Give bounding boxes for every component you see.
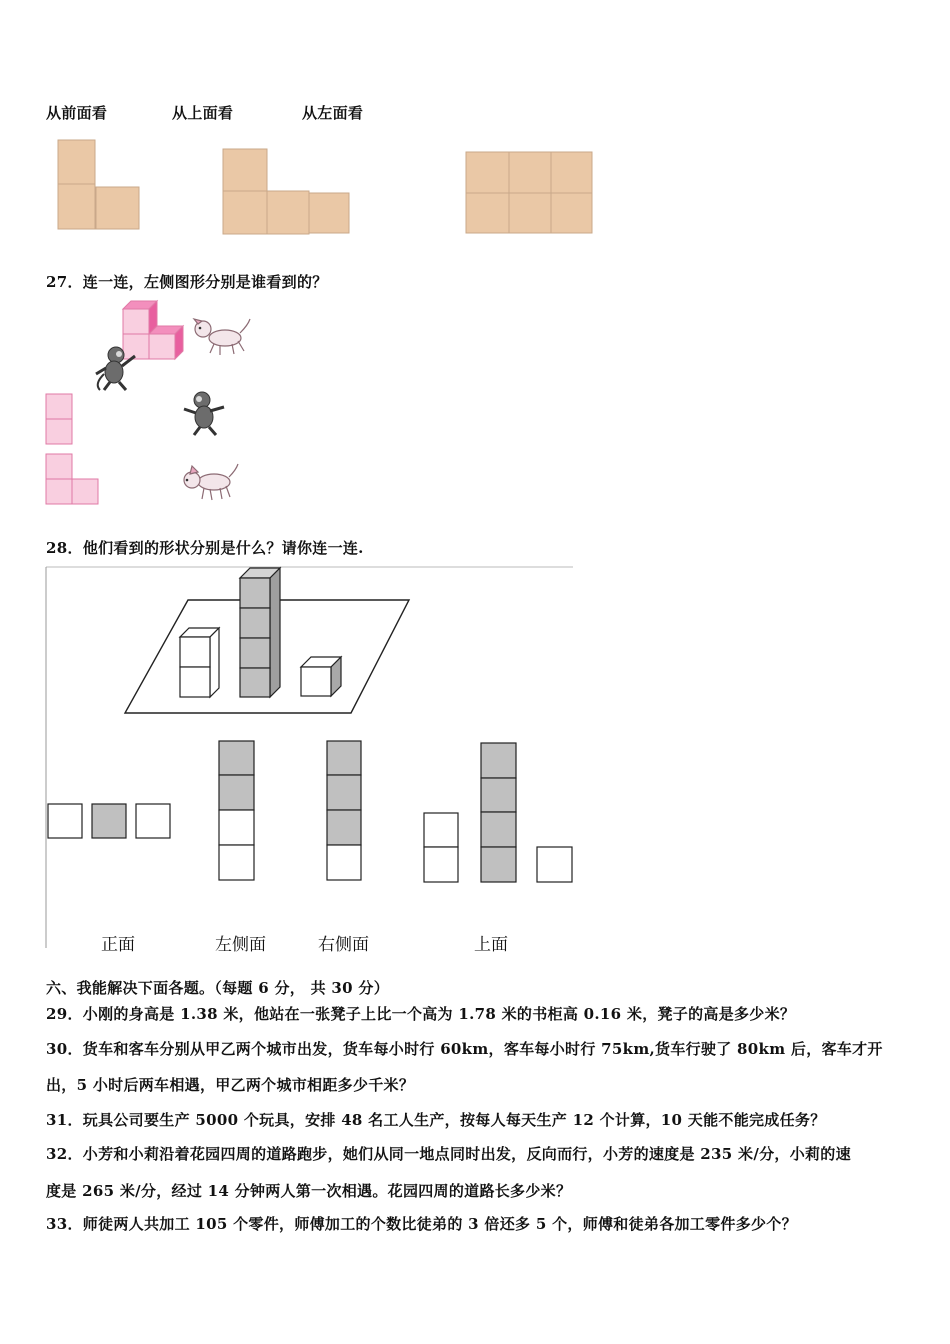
question-27: 27．连一连，左侧图形分别是谁看到的？ [46,273,328,291]
top-view-figure [222,147,357,237]
label-front-view: 从前面看 [46,104,108,122]
monkey-icon [92,344,138,392]
dog-icon-option [180,462,242,504]
q28-block-figure [45,566,575,951]
monkey-icon-option [182,389,228,437]
label-front: 正面 [101,935,135,955]
section-6-title: 六、我能解决下面各题。（每题 6 分， 共 30 分） [46,979,390,997]
label-left-side: 左侧面 [215,935,266,955]
label-left-view: 从左面看 [302,104,364,122]
question-33: 33．师徒两人共加工 105 个零件，师傅加工的个数比徒弟的 3 倍还多 5 个，师傅和徒弟各加工零件多少个？ [46,1215,797,1233]
question-30-line-2: 出，5 小时后两车相遇，甲乙两个城市相距多少千米？ [46,1076,415,1094]
pink-shape-option-2 [45,453,101,507]
question-29: 29．小刚的身高是 1.38 米，他站在一张凳子上比一个高为 1.78 米的书柜高 0.16 米，凳子的高是多少米？ [46,1005,796,1023]
label-top-view: 从上面看 [172,104,234,122]
label-right-side: 右侧面 [318,935,369,955]
question-28: 28．他们看到的形状分别是什么？请你连一连. [46,539,364,557]
left-view-figure [465,150,597,236]
question-32-line-1: 32．小芳和小莉沿着花园四周的道路跑步，她们从同一地点同时出发，反向而行，小芳的速度是 235 米/分，小莉的速 [46,1145,851,1163]
label-top: 上面 [474,935,508,955]
dog-icon [190,315,252,357]
question-32-line-2: 度是 265 米/分，经过 14 分钟两人第一次相遇。花园四周的道路长多少米？ [46,1182,572,1200]
front-view-figure [56,139,146,234]
question-30-line-1: 30．货车和客车分别从甲乙两个城市出发，货车每小时行 60km，客车每小时行 75km,货车行驶了 80km 后，客车才开 [46,1040,883,1058]
pink-shape-option-1 [45,393,75,447]
question-31: 31．玩具公司要生产 5000 个玩具，安排 48 名工人生产，按每人每天生产 12 个计算，10 天能不能完成任务？ [46,1111,826,1129]
